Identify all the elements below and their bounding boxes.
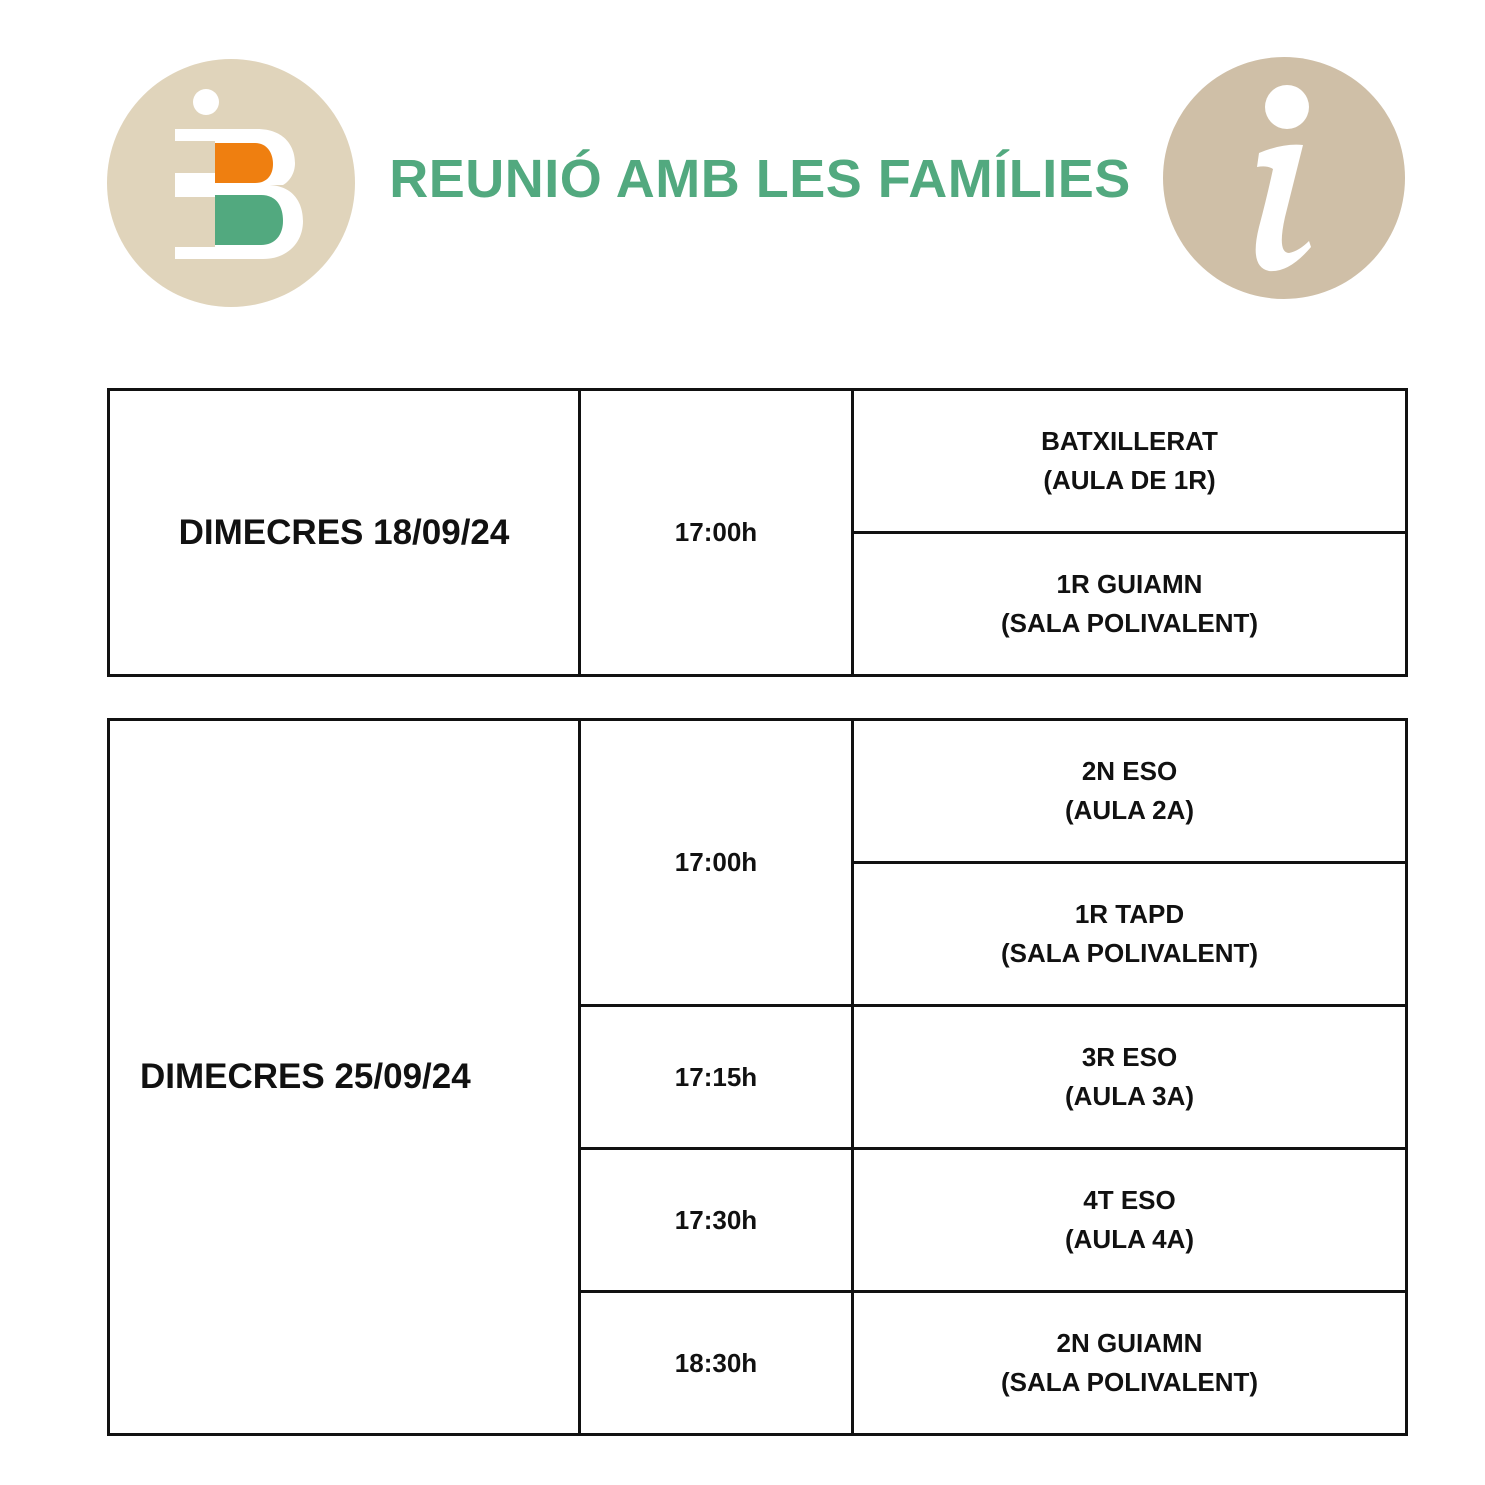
page-title: REUNIÓ AMB LES FAMÍLIES <box>389 149 1131 209</box>
date-cell <box>109 720 580 1435</box>
schedule-table-1 <box>107 388 1408 677</box>
date-label: DIMECRES 25/09/24 <box>140 1057 471 1096</box>
group-room: (SALA POLIVALENT) <box>1000 608 1259 638</box>
date-cell <box>109 390 580 676</box>
time-cell: 17:30h <box>580 1149 853 1292</box>
group-name: BATXILLERAT <box>1041 426 1218 456</box>
group-cell <box>853 720 1407 863</box>
group-room: (AULA DE 1R) <box>1043 465 1216 495</box>
schedule-table-2 <box>107 718 1408 1436</box>
group-cell <box>853 1006 1407 1149</box>
group-name: 3R ESO <box>1081 1042 1178 1072</box>
ib-logo-icon <box>107 59 355 307</box>
group-name: 4T ESO <box>1083 1185 1176 1215</box>
date-label: DIMECRES 18/09/24 <box>178 512 510 552</box>
group-name: 1R TAPD <box>1074 899 1185 929</box>
group-room: (AULA 3A) <box>1064 1081 1195 1111</box>
time-cell: 17:00h <box>580 720 853 1006</box>
time-cell: 18:30h <box>580 1292 853 1435</box>
group-name: 2N ESO <box>1081 756 1178 786</box>
time-cell: 17:15h <box>580 1006 853 1149</box>
group-room: (SALA POLIVALENT) <box>1000 938 1259 968</box>
group-room: (AULA 2A) <box>1064 795 1195 825</box>
group-cell <box>853 1149 1407 1292</box>
group-name: 1R GUIAMN <box>1056 569 1203 599</box>
time-cell: 17:00h <box>580 390 853 676</box>
group-cell <box>853 533 1407 676</box>
group-cell <box>853 1292 1407 1435</box>
group-room: (SALA POLIVALENT) <box>1000 1367 1259 1397</box>
group-room: (AULA 4A) <box>1064 1224 1195 1254</box>
group-name: 2N GUIAMN <box>1056 1328 1203 1358</box>
info-icon <box>1163 57 1405 299</box>
group-cell <box>853 863 1407 1006</box>
group-cell <box>853 390 1407 533</box>
